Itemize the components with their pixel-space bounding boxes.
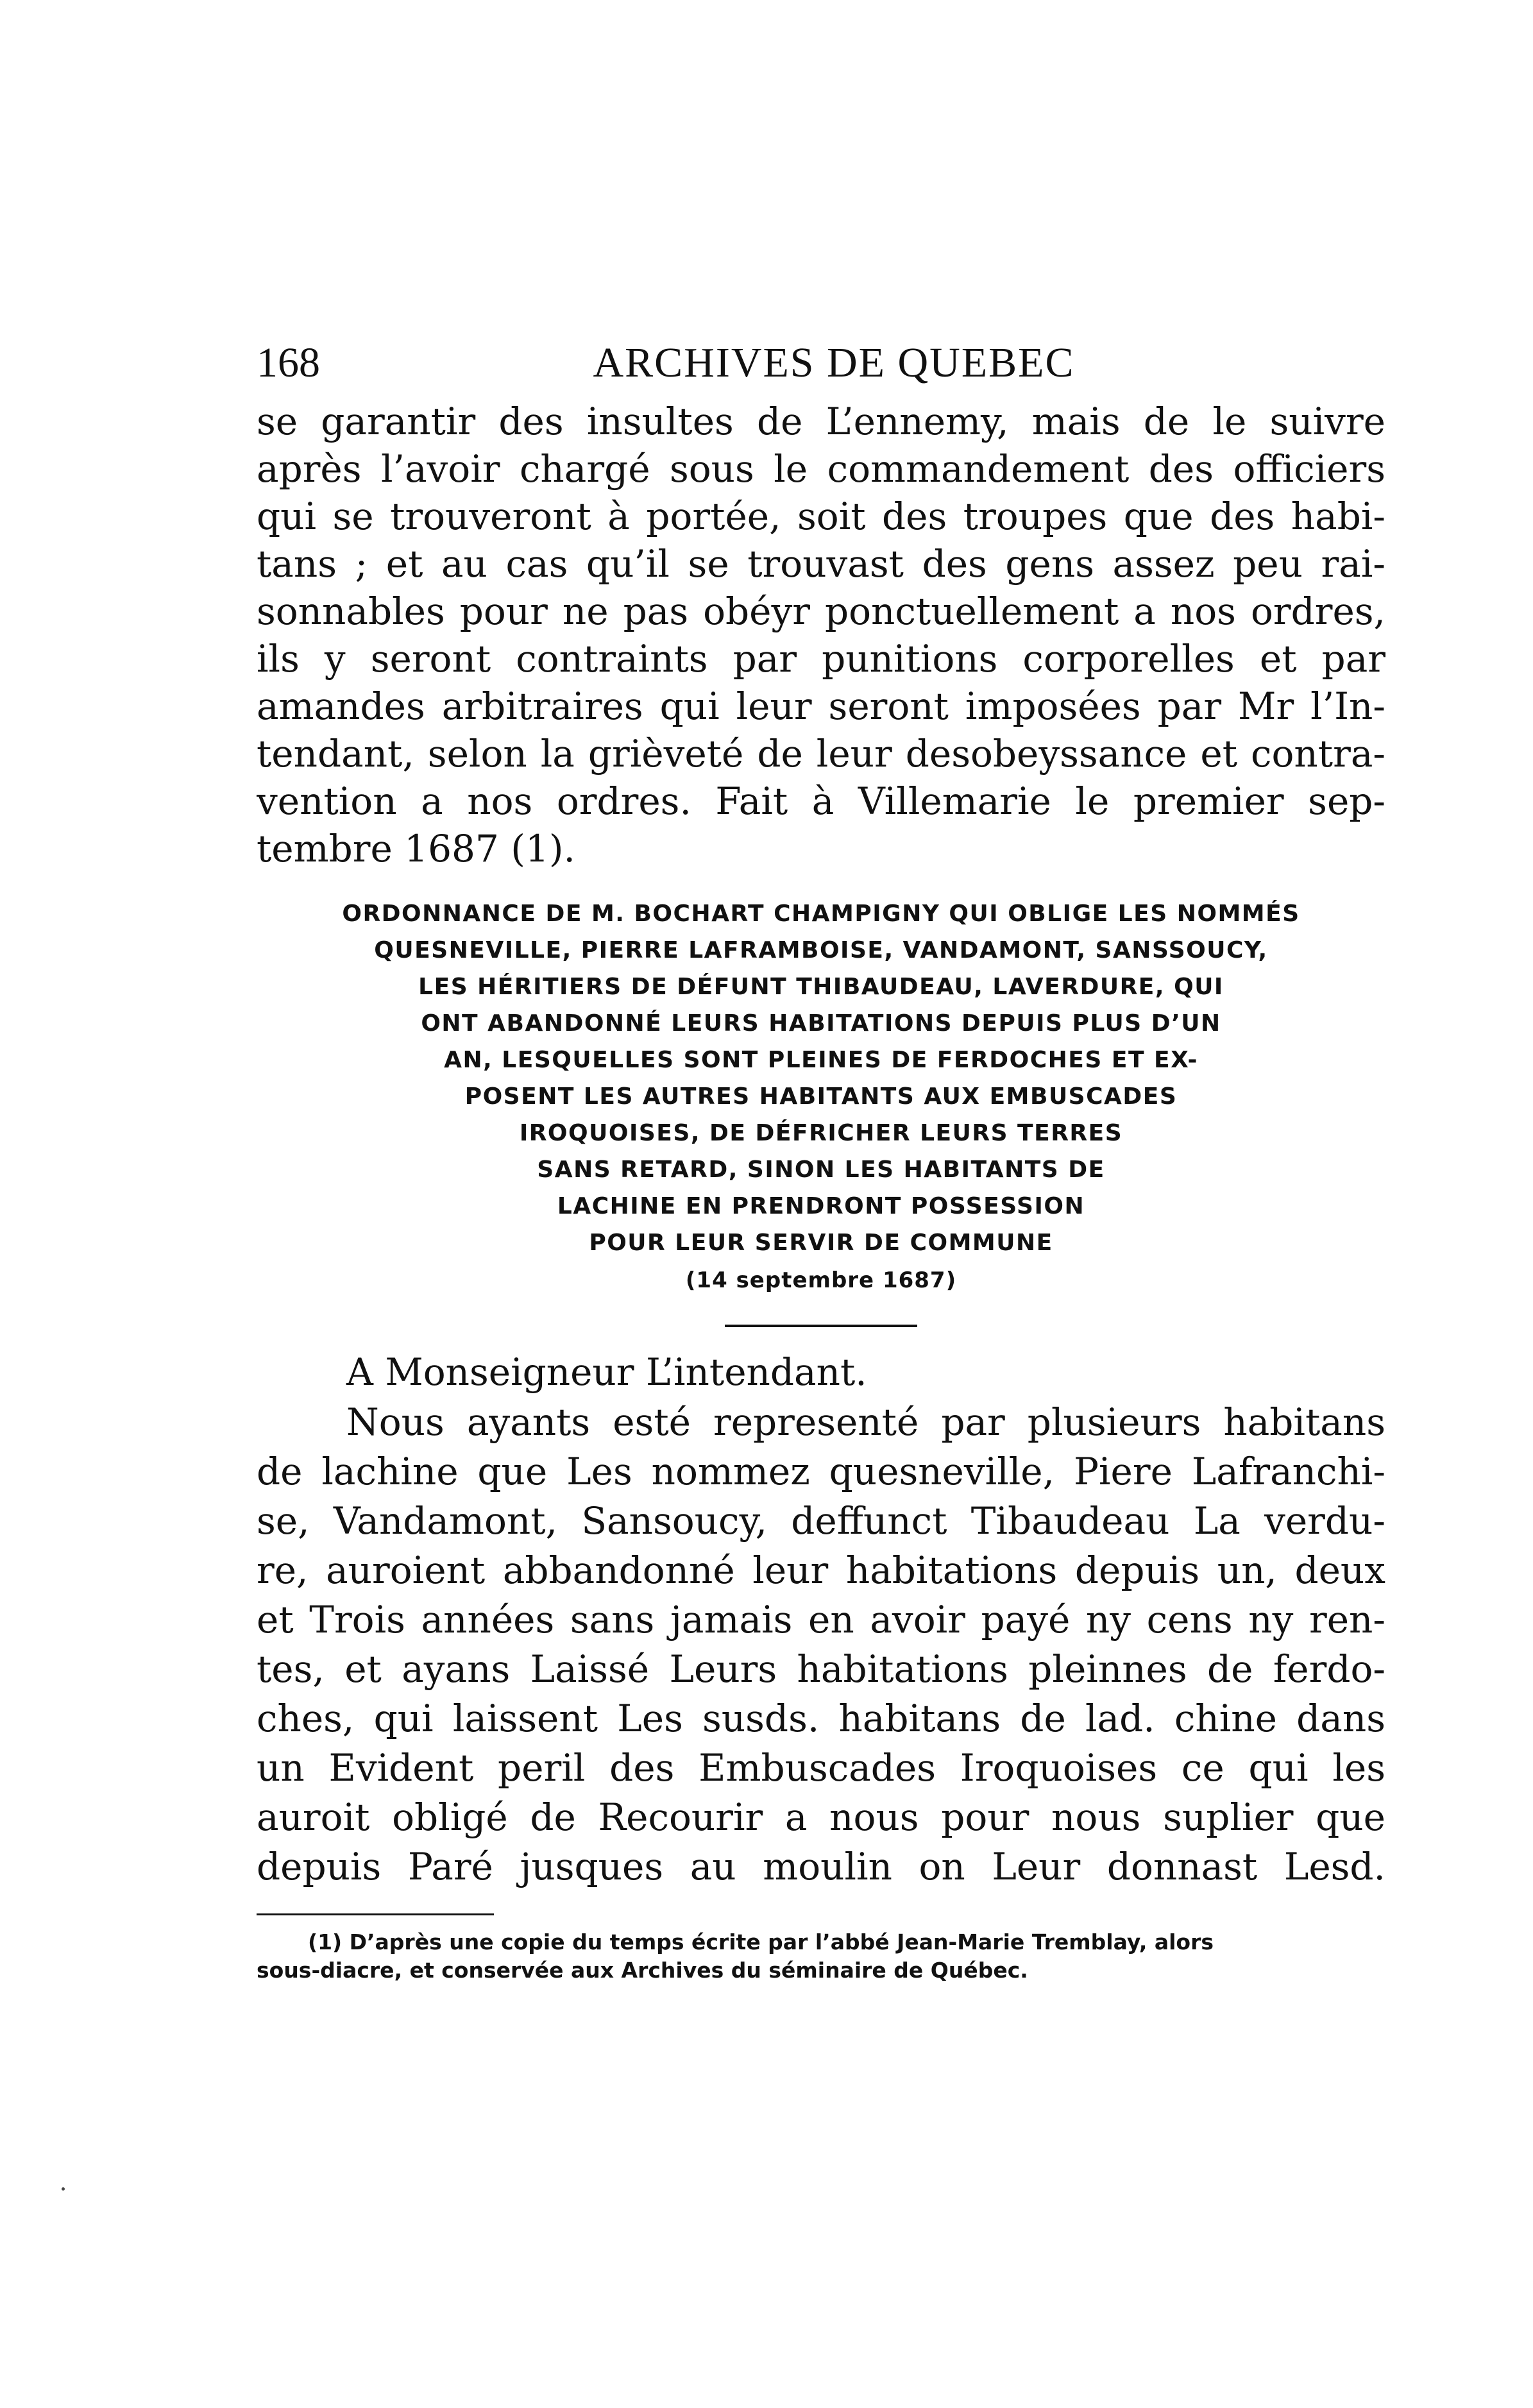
footnote bbox=[257, 1928, 1385, 1985]
text-line: ils y seront contraints par punitions corporelles et par bbox=[257, 637, 1385, 681]
text-line: tembre 1687 (1). bbox=[257, 827, 575, 870]
text-line: un Evident peril des Embuscades Iroquoises ce qui les bbox=[257, 1746, 1385, 1790]
text-line: qui se trouveront à portée, soit des troupes que des habi- bbox=[257, 495, 1385, 538]
heading-line: POSENT LES AUTRES HABITANTS AUX EMBUSCADES bbox=[464, 1083, 1178, 1110]
text-line: se, Vandamont, Sansoucy, deffunct Tibaudeau La verdu- bbox=[257, 1499, 1385, 1543]
heading-line: AN, LESQUELLES SONT PLEINES DE FERDOCHES ET EX- bbox=[444, 1047, 1198, 1073]
heading-line: QUESNEVILLE, PIERRE LAFRAMBOISE, VANDAMONT, SANSSOUCY, bbox=[374, 937, 1268, 963]
running-title: ARCHIVES DE QUEBEC bbox=[593, 339, 1075, 386]
text-line: re, auroient abbandonné leur habitations depuis un, deux bbox=[257, 1548, 1385, 1592]
text-line: tendant, selon la grièveté de leur desobeyssance et contra- bbox=[257, 732, 1385, 776]
text-line: tans ; et au cas qu’il se trouvast des gens assez peu rai- bbox=[257, 542, 1385, 586]
footnote-divider bbox=[257, 1913, 494, 1915]
text-line: tes, et ayans Laissé Leurs habitations pleinnes de ferdo- bbox=[257, 1647, 1385, 1691]
text-line: vention a nos ordres. Fait à Villemarie le premier sep- bbox=[257, 779, 1385, 823]
text-line: amandes arbitraires qui leur seront imposées par Mr l’In- bbox=[257, 684, 1385, 728]
heading-line: LES HÉRITIERS DE DÉFUNT THIBAUDEAU, LAVERDURE, QUI bbox=[418, 974, 1224, 1000]
text-line: auroit obligé de Recourir a nous pour nous suplier que bbox=[257, 1795, 1385, 1839]
paragraph-continued bbox=[257, 398, 1385, 872]
document-page bbox=[257, 334, 1385, 1985]
text-line: Nous ayants esté representé par plusieurs habitans bbox=[346, 1400, 1385, 1444]
footnote-line: sous-diacre, et conservée aux Archives du séminaire de Québec. bbox=[257, 1958, 1028, 1983]
heading-line: ONT ABANDONNÉ LEURS HABITATIONS DEPUIS PLUS D’UN bbox=[421, 1010, 1221, 1037]
ordonnance-heading bbox=[257, 895, 1385, 1299]
ordonnance-date: (14 septembre 1687) bbox=[685, 1268, 957, 1293]
heading-line: IROQUOISES, DE DÉFRICHER LEURS TERRES bbox=[519, 1120, 1123, 1146]
text-line: sonnables pour ne pas obéyr ponctuellement a nos ordres, bbox=[257, 589, 1385, 633]
heading-line: ORDONNANCE DE M. BOCHART CHAMPIGNY QUI OBLIGE LES NOMMÉS bbox=[342, 901, 1300, 927]
footnote-line: (1) D’après une copie du temps écrite par l’abbé Jean-Marie Tremblay, alors bbox=[308, 1929, 1214, 1954]
paragraph-request bbox=[257, 1398, 1385, 1892]
section-divider bbox=[725, 1325, 917, 1327]
text-line: ches, qui laissent Les susds. habitans de lad. chine dans bbox=[257, 1697, 1385, 1740]
text-line: après l’avoir chargé sous le commandement des officiers bbox=[257, 447, 1385, 491]
scan-speck bbox=[62, 2187, 65, 2191]
text-line: et Trois années sans jamais en avoir payé ny cens ny ren- bbox=[257, 1598, 1385, 1641]
heading-line: SANS RETARD, SINON LES HABITANTS DE bbox=[537, 1157, 1105, 1183]
page-header bbox=[257, 334, 1385, 393]
text-line: depuis Paré jusques au moulin on Leur donnast Lesd. bbox=[257, 1845, 1385, 1888]
heading-line: LACHINE EN PRENDRONT POSSESSION bbox=[557, 1193, 1085, 1219]
text-line: se garantir des insultes de L’ennemy, mais de le suivre bbox=[257, 400, 1385, 443]
text-line: de lachine que Les nommez quesneville, Piere Lafranchi- bbox=[257, 1450, 1385, 1493]
page-number: 168 bbox=[257, 339, 320, 386]
salutation: A Monseigneur L’intendant. bbox=[346, 1350, 867, 1394]
heading-line: POUR LEUR SERVIR DE COMMUNE bbox=[589, 1230, 1053, 1256]
